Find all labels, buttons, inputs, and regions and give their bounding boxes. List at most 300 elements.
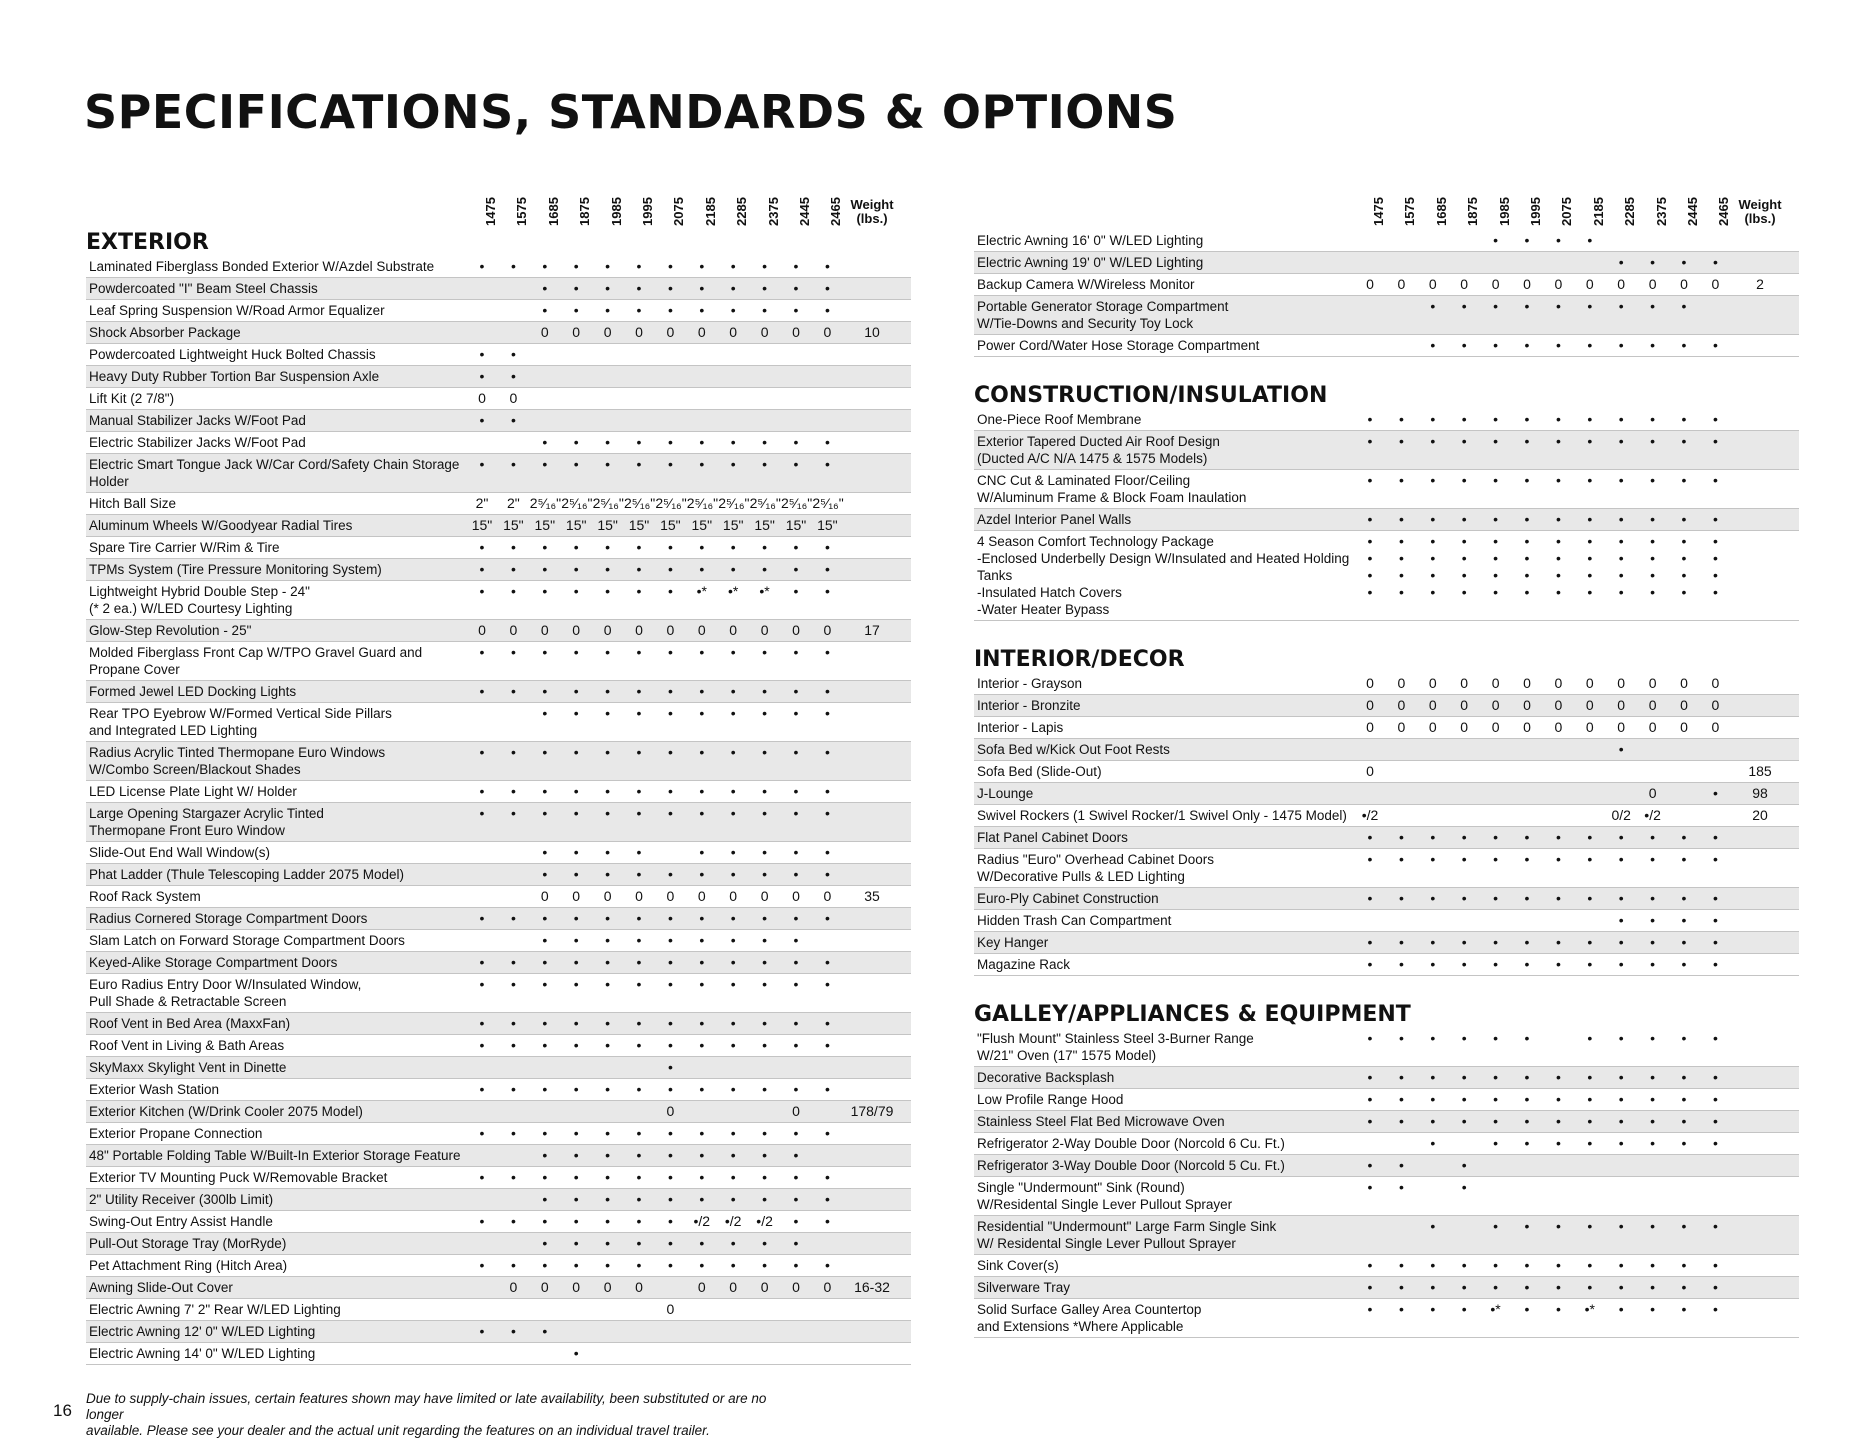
model-cell-1995: • — [1524, 1113, 1530, 1129]
model-cell-1575: 0 — [1397, 697, 1406, 713]
feature-label: Molded Fiberglass Front Cap W/TPO Gravel Guard and Propane Cover — [89, 645, 423, 677]
model-cell-1985: • — [605, 539, 611, 555]
model-cell-2445: • — [793, 302, 799, 318]
model-cell-2445: • — [793, 456, 799, 472]
model-cell-2375: • — [762, 1081, 768, 1097]
model-cell-2075: • — [1555, 934, 1561, 950]
model-cell-2285: • — [1618, 1301, 1624, 1317]
model-cell-1875: • • • • — [1461, 533, 1467, 600]
spec-row — [86, 537, 911, 559]
spec-row — [974, 1067, 1799, 1089]
model-label-1475: 1475 — [1371, 197, 1386, 226]
spec-row — [86, 1299, 911, 1321]
model-cell-2445: • — [1681, 1069, 1687, 1085]
model-label-1575: 1575 — [1402, 197, 1418, 226]
model-cell-1985: • — [1493, 1257, 1499, 1273]
model-cell-1875: • — [573, 805, 579, 821]
model-cell-2185: • — [1587, 829, 1593, 845]
model-cell-1985: • — [605, 302, 611, 318]
model-cell-1575: • — [1398, 829, 1404, 845]
model-cell-2375: • — [1650, 1069, 1656, 1085]
model-cell-1685: • — [1430, 851, 1436, 867]
left-spec-column — [86, 170, 911, 1439]
model-cell-1475: • — [479, 258, 485, 274]
model-cell-2075: • — [1555, 298, 1561, 314]
model-cell-2285: 0 — [1617, 276, 1626, 292]
feature-label: Solid Surface Galley Area Countertop and Extensions *Where Applicable — [977, 1302, 1202, 1334]
model-cell-1685: • • • • — [1430, 533, 1436, 600]
weight-cell: 20 — [1752, 807, 1768, 823]
model-cell-2445: • — [793, 1081, 799, 1097]
model-cell-1875: • — [573, 954, 579, 970]
model-cell-2465: • — [1712, 890, 1718, 906]
model-cell-1875: • — [573, 1125, 579, 1141]
feature-label: Refrigerator 2-Way Double Door (Norcold 6 Cu. Ft.) — [977, 1136, 1285, 1151]
model-cell-1685: 0 — [540, 1279, 549, 1295]
model-cell-2465: 0 — [823, 888, 832, 904]
model-cell-2445: 0 — [1680, 697, 1688, 713]
model-cell-2445: • — [793, 1257, 799, 1273]
model-cell-1995: • — [636, 456, 642, 472]
model-cell-2465: • — [1712, 912, 1718, 928]
model-cell-2285: • — [730, 1081, 736, 1097]
model-cell-1995: • — [1524, 890, 1530, 906]
model-cell-2465: • — [1712, 851, 1718, 867]
feature-label: Sink Cover(s) — [977, 1258, 1059, 1273]
model-cell-1985: • — [605, 280, 611, 296]
model-label-1985: 1985 — [608, 197, 624, 226]
model-cell-1985: • — [605, 783, 611, 799]
model-cell-2375: • — [762, 434, 768, 450]
spec-row — [86, 1123, 911, 1145]
model-cell-2075: • — [667, 705, 673, 721]
feature-label: Exterior TV Mounting Puck W/Removable Bracket — [89, 1170, 388, 1185]
model-cell-2285: • — [730, 744, 736, 760]
spec-row — [86, 642, 911, 681]
model-cell-2185: • — [1587, 956, 1593, 972]
model-cell-2445: • — [793, 1125, 799, 1141]
model-cell-2465: • — [1712, 1030, 1718, 1046]
model-cell-1685: • — [542, 910, 548, 926]
model-cell-2445: • — [1681, 1218, 1687, 1234]
model-cell-2375: • — [1650, 912, 1656, 928]
model-cell-2075: • — [1555, 1113, 1561, 1129]
model-cell-1875: • — [1461, 1257, 1467, 1273]
model-cell-1985: • — [1493, 890, 1499, 906]
model-cell-1985: • — [1493, 232, 1499, 248]
model-cell-1475: • — [479, 456, 485, 472]
model-cell-2465: • — [824, 783, 830, 799]
model-cell-1875: • — [1461, 890, 1467, 906]
model-cell-2445: • — [1681, 1135, 1687, 1151]
model-cell-1685: • — [542, 683, 548, 699]
model-cell-2075: 0 — [666, 1103, 675, 1119]
model-cell-2375: • — [762, 744, 768, 760]
model-cell-2285: 0 — [1617, 697, 1626, 713]
model-cell-2075: • — [667, 539, 673, 555]
model-cell-2185: • — [699, 1037, 705, 1053]
model-cell-2465: 2⁵⁄₁₆" — [812, 495, 844, 511]
model-cell-1685: • — [542, 976, 548, 992]
model-cell-2075: • — [1555, 1135, 1561, 1151]
model-cell-2285: • — [1618, 298, 1624, 314]
model-cell-2375: • — [762, 844, 768, 860]
section-title: EXTERIOR — [86, 230, 209, 255]
model-cell-2075: • — [667, 302, 673, 318]
model-cell-2445: • — [793, 783, 799, 799]
spec-row — [974, 1133, 1799, 1155]
model-cell-1475: • — [479, 539, 485, 555]
model-cell-2465: • — [1712, 1257, 1718, 1273]
model-cell-2075: 0 — [666, 1301, 675, 1317]
spec-row — [86, 1343, 911, 1365]
spec-row — [86, 1101, 911, 1123]
model-cell-2075: • — [667, 280, 673, 296]
model-cell-1995: 0 — [635, 888, 643, 904]
model-cell-2075: • — [667, 1191, 673, 1207]
model-cell-2285: • — [730, 976, 736, 992]
model-cell-2075: • — [667, 1037, 673, 1053]
model-cell-2375: • — [762, 683, 768, 699]
model-cell-1575: • — [510, 456, 516, 472]
model-cell-1875: • — [573, 683, 579, 699]
model-cell-1875: • — [573, 644, 579, 660]
model-cell-2445: • — [793, 1037, 799, 1053]
spec-row — [86, 1057, 911, 1079]
model-cell-1985: • — [1493, 1091, 1499, 1107]
spec-row — [86, 344, 911, 366]
spec-row — [86, 493, 911, 515]
model-cell-2445: 0 — [1680, 675, 1688, 691]
model-cell-2445: 2⁵⁄₁₆" — [781, 495, 813, 511]
model-cell-2375: • — [1650, 829, 1656, 845]
feature-label: Portable Generator Storage Compartment W/Tie-Downs and Security Toy Lock — [977, 299, 1229, 331]
model-cell-2285: • — [730, 1125, 736, 1141]
model-cell-2285: • — [1618, 956, 1624, 972]
model-cell-2185: • — [699, 644, 705, 660]
model-cell-1475: • — [1367, 1157, 1373, 1173]
model-cell-2285: • — [730, 954, 736, 970]
model-cell-1995: • — [636, 910, 642, 926]
weight-cell: 16-32 — [854, 1279, 890, 1295]
model-cell-2445: • — [793, 866, 799, 882]
model-header — [974, 170, 1799, 230]
model-cell-1575: • — [510, 412, 516, 428]
model-cell-2445: • — [1681, 956, 1687, 972]
model-cell-2465: • — [824, 561, 830, 577]
model-cell-1475: • — [1367, 511, 1373, 527]
model-cell-1995: • — [636, 1147, 642, 1163]
feature-label: Swivel Rockers (1 Swivel Rocker/1 Swivel Only - 1475 Model) — [977, 808, 1347, 823]
model-cell-1985: • — [605, 1257, 611, 1273]
model-cell-1685: • — [1430, 1091, 1436, 1107]
model-cell-1475: • — [1367, 1301, 1373, 1317]
spec-row — [86, 300, 911, 322]
model-cell-2285: • — [1618, 1279, 1624, 1295]
model-cell-1995: 0 — [635, 1279, 643, 1295]
model-cell-1995: • — [1524, 851, 1530, 867]
model-cell-2465: • — [824, 1257, 830, 1273]
right-spec-column — [974, 170, 1799, 1364]
model-cell-2375: • — [1650, 851, 1656, 867]
weight-cell: 35 — [864, 888, 880, 904]
model-cell-2285: • — [730, 258, 736, 274]
model-cell-2375: • — [762, 1125, 768, 1141]
model-cell-2075: • — [667, 561, 673, 577]
model-cell-1685: • — [542, 1015, 548, 1031]
model-cell-1685: • — [542, 783, 548, 799]
model-cell-1475: • — [479, 1037, 485, 1053]
feature-label: Pet Attachment Ring (Hitch Area) — [89, 1258, 288, 1273]
spec-row — [974, 1277, 1799, 1299]
model-cell-2185: • — [699, 456, 705, 472]
model-cell-2375: • — [1650, 1279, 1656, 1295]
model-cell-1875: • — [573, 1147, 579, 1163]
model-cell-2285: 2⁵⁄₁₆" — [718, 495, 750, 511]
model-cell-2285: • — [1618, 433, 1624, 449]
model-cell-1985: • — [605, 1235, 611, 1251]
feature-label: Powdercoated "I" Beam Steel Chassis — [89, 281, 318, 296]
model-cell-2185: • — [1587, 1030, 1593, 1046]
model-cell-1685: • — [542, 1081, 548, 1097]
model-cell-1575: • — [510, 1169, 516, 1185]
feature-label: 4 Season Comfort Technology Package -Enclosed Underbelly Design W/Insulated and Heated Holding Tanks -Insulated Hatch Covers -Water Heater Bypass — [977, 534, 1350, 617]
model-cell-2075: • — [667, 976, 673, 992]
model-cell-2465: • — [1712, 433, 1718, 449]
model-cell-2285: • — [730, 456, 736, 472]
model-cell-1575: • — [510, 1323, 516, 1339]
model-cell-1995: • — [636, 1169, 642, 1185]
model-cell-2285: • — [1618, 411, 1624, 427]
model-cell-2465: • — [824, 280, 830, 296]
model-cell-2465: 0 — [1711, 697, 1720, 713]
model-cell-1685: • — [542, 280, 548, 296]
spec-row — [86, 388, 911, 410]
model-cell-1575: • — [1398, 956, 1404, 972]
model-cell-2375: • — [762, 539, 768, 555]
model-cell-2375: • — [1650, 472, 1656, 488]
model-cell-2445: • — [1681, 511, 1687, 527]
model-cell-2445: • — [793, 280, 799, 296]
model-cell-2285: • — [1618, 1069, 1624, 1085]
model-cell-1995: • — [1524, 1091, 1530, 1107]
feature-label: Single "Undermount" Sink (Round) W/Residental Single Lever Pullout Sprayer — [977, 1180, 1233, 1212]
model-cell-2185: • — [699, 744, 705, 760]
model-cell-1875: • — [1461, 851, 1467, 867]
model-cell-2285: • — [730, 1015, 736, 1031]
model-cell-2075: 0 — [1554, 276, 1563, 292]
model-cell-1985: 0 — [603, 622, 612, 638]
model-cell-2465: • — [1712, 1301, 1718, 1317]
model-cell-2445: • • • • — [1681, 533, 1687, 600]
model-cell-2465: • — [824, 1037, 830, 1053]
model-cell-1475: 0 — [478, 622, 486, 638]
spec-row — [86, 1255, 911, 1277]
feature-label: Roof Rack System — [89, 889, 201, 904]
model-cell-2285: 0 — [1617, 719, 1626, 735]
model-cell-1995: • — [636, 783, 642, 799]
model-cell-1575: 0 — [509, 390, 518, 406]
model-cell-1475: • — [1367, 433, 1373, 449]
model-cell-2075: • — [667, 910, 673, 926]
model-cell-1875: • — [573, 1257, 579, 1273]
feature-label: CNC Cut & Laminated Floor/Ceiling W/Aluminum Frame & Block Foam Inaulation — [977, 473, 1247, 505]
model-cell-1475: • — [1367, 1069, 1373, 1085]
model-cell-2185: 0 — [1585, 276, 1594, 292]
model-cell-2185: 2⁵⁄₁₆" — [686, 495, 719, 511]
model-cell-1575: 2" — [507, 495, 520, 511]
model-cell-2465: • — [1712, 411, 1718, 427]
model-cell-2375: • — [762, 705, 768, 721]
model-cell-2375: • — [762, 561, 768, 577]
spec-row — [86, 515, 911, 537]
model-cell-1995: • — [636, 258, 642, 274]
model-cell-2445: 0 — [792, 888, 800, 904]
feature-label: Glow-Step Revolution - 25" — [89, 623, 252, 638]
model-cell-2185: • — [699, 258, 705, 274]
model-cell-2185: • — [699, 302, 705, 318]
model-cell-2375: •* — [759, 583, 770, 599]
model-cell-1875: • — [1461, 956, 1467, 972]
model-cell-2375: • — [762, 644, 768, 660]
model-cell-1875: • — [1461, 337, 1467, 353]
model-cell-2285: 0 — [729, 622, 738, 638]
model-cell-1575: • — [1398, 1179, 1404, 1195]
spec-row — [974, 954, 1799, 976]
model-cell-1985: 0 — [1491, 697, 1500, 713]
model-cell-1875: 0 — [1460, 719, 1469, 735]
model-cell-1685: 0 — [1428, 675, 1437, 691]
model-cell-1985: • — [605, 561, 611, 577]
model-cell-1985: • — [605, 1125, 611, 1141]
model-cell-2445: • — [793, 705, 799, 721]
model-cell-2075: 0 — [666, 324, 675, 340]
model-cell-1995: • — [636, 683, 642, 699]
model-cell-1475: 15" — [471, 517, 493, 533]
feature-label: Electric Awning 14' 0" W/LED Lighting — [89, 1346, 316, 1361]
model-cell-2445: 0 — [792, 622, 800, 638]
model-cell-2185: • — [699, 866, 705, 882]
model-cell-2285: • — [730, 302, 736, 318]
model-cell-1685: • — [542, 456, 548, 472]
model-label-2465: 2465 — [1716, 197, 1732, 226]
model-cell-2075: • — [667, 783, 673, 799]
model-cell-2445: • — [1681, 912, 1687, 928]
model-cell-1575: • — [1398, 1301, 1404, 1317]
model-cell-1875: • — [573, 844, 579, 860]
model-label-2185: 2185 — [702, 197, 718, 226]
model-cell-1475: 0 — [1366, 276, 1374, 292]
model-cell-2375: • — [762, 302, 768, 318]
model-cell-1985: • — [605, 456, 611, 472]
model-cell-1685: • — [542, 844, 548, 860]
spec-row — [974, 1255, 1799, 1277]
model-cell-1475: • — [1367, 851, 1373, 867]
model-label-1475: 1475 — [483, 197, 498, 226]
model-cell-2465: • — [824, 1015, 830, 1031]
model-cell-1475: • — [479, 644, 485, 660]
feature-label: One-Piece Roof Membrane — [977, 412, 1142, 427]
model-cell-2375: • — [762, 932, 768, 948]
spec-section — [974, 647, 1799, 976]
model-header — [86, 170, 911, 230]
model-cell-1995: • — [1524, 337, 1530, 353]
model-cell-2445: • — [1681, 337, 1687, 353]
model-cell-2465: • — [824, 705, 830, 721]
feature-label: Interior - Grayson — [977, 676, 1083, 691]
feature-label: Sofa Bed w/Kick Out Foot Rests — [977, 742, 1170, 757]
model-cell-1995: 2⁵⁄₁₆" — [624, 495, 656, 511]
model-cell-2375: 0 — [760, 1279, 769, 1295]
model-cell-2185: 0 — [1585, 719, 1594, 735]
model-cell-2465: 0 — [1711, 719, 1720, 735]
feature-label: Sofa Bed (Slide-Out) — [977, 764, 1102, 779]
model-cell-1995: 0 — [1523, 276, 1531, 292]
model-cell-1575: • — [510, 1125, 516, 1141]
model-cell-1875: • — [573, 783, 579, 799]
model-cell-1575: 0 — [1397, 276, 1406, 292]
model-cell-2465: • — [1712, 934, 1718, 950]
model-cell-1985: 2⁵⁄₁₆" — [592, 495, 624, 511]
model-cell-2075: • — [1555, 1301, 1561, 1317]
model-cell-2445: 0 — [1680, 276, 1688, 292]
model-cell-2375: • — [762, 1257, 768, 1273]
model-cell-1985: • • • • — [1493, 533, 1499, 600]
model-cell-2285: • — [730, 434, 736, 450]
model-cell-1875: • — [573, 1213, 579, 1229]
spec-row — [974, 717, 1799, 739]
spec-row — [974, 431, 1799, 470]
model-cell-1985: • — [605, 644, 611, 660]
spec-section — [974, 230, 1799, 357]
model-cell-2285: • — [1618, 254, 1624, 270]
model-cell-2375: • — [762, 1147, 768, 1163]
model-cell-2075: 0 — [1554, 719, 1563, 735]
model-cell-1575: • — [510, 976, 516, 992]
model-cell-2185: • — [699, 1235, 705, 1251]
model-cell-1685: • — [542, 954, 548, 970]
model-cell-1995: • — [1524, 511, 1530, 527]
model-cell-2075: • — [667, 683, 673, 699]
model-cell-1575: • — [1398, 1279, 1404, 1295]
model-cell-1985: • — [605, 954, 611, 970]
model-cell-2445: • — [793, 561, 799, 577]
feature-label: Low Profile Range Hood — [977, 1092, 1124, 1107]
spec-section — [974, 1002, 1799, 1338]
model-cell-2375: • — [762, 280, 768, 296]
model-cell-1685: 0 — [540, 888, 549, 904]
model-label-1575: 1575 — [514, 197, 530, 226]
model-cell-1875: 2⁵⁄₁₆" — [561, 495, 593, 511]
spec-row — [86, 432, 911, 454]
model-cell-1685: 0 — [1428, 697, 1437, 713]
model-cell-2285: 0 — [729, 324, 738, 340]
model-cell-1685: • — [1430, 472, 1436, 488]
model-cell-1985: 0 — [603, 888, 612, 904]
model-cell-2185: • — [1587, 232, 1593, 248]
model-cell-2075: • — [667, 954, 673, 970]
model-cell-1875: • — [573, 280, 579, 296]
spec-row — [86, 781, 911, 803]
model-cell-1995: • — [1524, 1218, 1530, 1234]
model-cell-2465: • — [824, 539, 830, 555]
model-cell-1475: • — [479, 954, 485, 970]
model-cell-1685: • — [1430, 890, 1436, 906]
model-cell-1995: • — [1524, 411, 1530, 427]
spec-row — [86, 1079, 911, 1101]
model-cell-2285: • — [1618, 851, 1624, 867]
model-label-2445: 2445 — [797, 197, 812, 226]
